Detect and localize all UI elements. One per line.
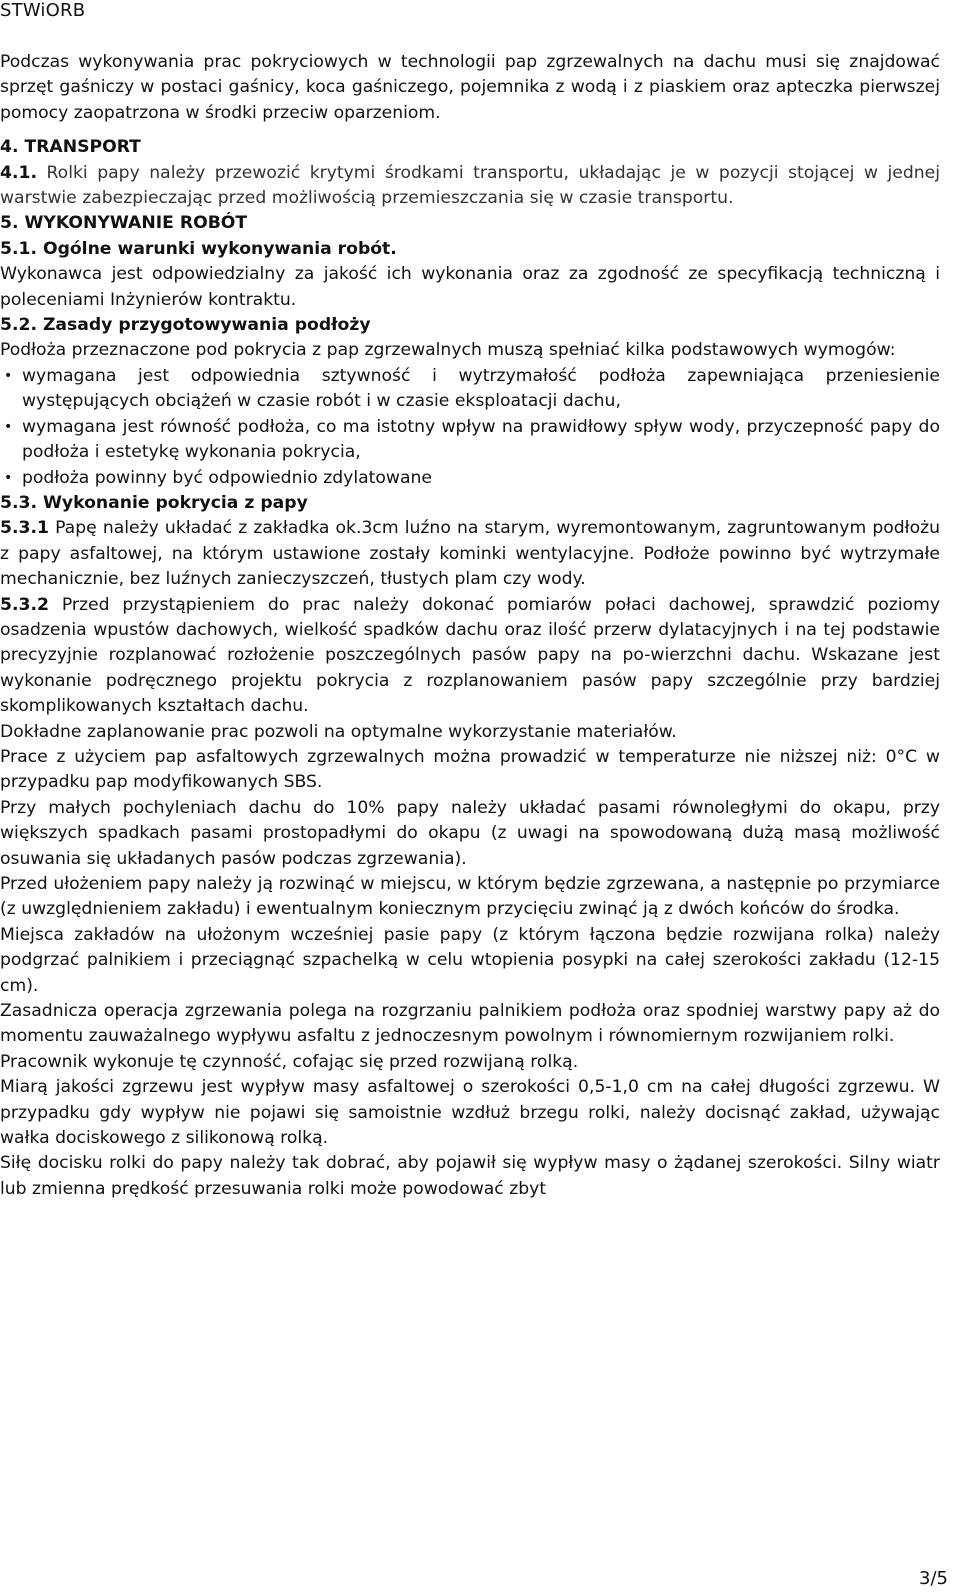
list-item (0, 415, 940, 466)
paragraph: Pracownik wykonuje tę czynność, cofając się przed rozwijaną rolką. (0, 1051, 579, 1072)
list-item-text: podłoża powinny być odpowiednio zdylatowane (22, 467, 432, 488)
paragraph: Przy małych pochyleniach dachu do 10% papy należy układać pasami równoległymi do okapu, przy większych spadkach pasami prostopadłymi do okapu (z uwagi na spowodowaną dużą masą możliwość osuwania się układanych pasów podczas zgrzewania). (0, 797, 940, 869)
section-5-3-2-number: 5.3.2 (0, 594, 49, 615)
bullet-icon: • (4, 469, 13, 486)
paragraph: Dokładne zaplanowanie prac pozwoli na optymalne wykorzystanie materiałów. (0, 721, 677, 742)
section-5-3-1-number: 5.3.1 (0, 518, 49, 539)
section-5-3-1-text: Papę należy układać z zakładka ok.3cm luźno na starym, wyremontowanym, zagruntowanym podłożu z papy asfaltowej, na którym ustawione zostały kominki wentylacyjne. Podłoże powinno być wytrzymałe mechanicznie, bez luźnych zanieczyszczeń, tłustych plam czy wody. (0, 518, 940, 590)
list-item (0, 466, 940, 491)
bullet-icon: • (4, 418, 13, 435)
list-item-text: wymagana jest odpowiednia sztywność i wytrzymałość podłoża zapewniająca przeniesienie występujących obciążeń w czasie robót i w czasie eksploatacji dachu, (22, 365, 940, 412)
list-item (0, 364, 940, 415)
section-4-1-number: 4.1. (0, 162, 37, 183)
page-number: 3/5 (919, 1568, 948, 1589)
paragraph: Zasadnicza operacja zgrzewania polega na rozgrzaniu palnikiem podłoża oraz spodniej warstwy papy aż do momentu zauważalnego wypływu asfaltu z jednoczesnym powolnym i równomiernym rozwijaniem rolki. (0, 1001, 940, 1047)
paragraph: Miarą jakości zgrzewu jest wypływ masy asfaltowej o szerokości 0,5-1,0 cm na całej długości zgrzewu. W przypadku gdy wypływ nie pojawi się samoistnie wzdłuż brzegu rolki, należy docisnąć zakład, używając wałka dociskowego z silikonową rolką. (0, 1077, 940, 1149)
section-5-2-heading: 5.2. Zasady przygotowywania podłoży (0, 315, 371, 336)
intro-paragraph: Podczas wykonywania prac pokryciowych w technologii pap zgrzewalnych na dachu musi się znajdować sprzęt gaśniczy w postaci gaśnicy, koca gaśniczego, pojemnika z wodą i z piaskiem oraz apteczka pierwszej pomocy zaopatrzona w środki przeciw oparzeniom. (0, 52, 940, 123)
section-5-3-2-paragraph (0, 593, 940, 720)
document-body (0, 50, 940, 1202)
section-4-heading: 4. TRANSPORT (0, 137, 141, 158)
paragraph: Miejsca zakładów na ułożonym wcześniej pasie papy (z którym łączona będzie rozwijana rolka) należy podgrzać palnikiem i przeciągnąć szpachelką w celu wtopienia posypki na całej szerokości zakładu (12-15 cm). (0, 924, 940, 996)
section-5-3-1-paragraph (0, 516, 940, 592)
section-5-3-2-text: Przed przystąpieniem do prac należy dokonać pomiarów połaci dachowej, sprawdzić poziomy osadzenia wpustów dachowych, wielkość spadków dachu oraz ilość przerw dylatacyjnych i na tej podstawie precyzyjnie rozplanować rozłożenie poszczególnych pasów papy na po-wierzchni dachu. Wskazane jest wykonanie podręcznego projektu pokrycia z rozplanowaniem pasów papy szczególnie przy bardziej skomplikowanych kształtach dachu. (0, 594, 940, 717)
section-4-1-paragraph (0, 161, 940, 212)
section-4-1-text: Rolki papy należy przewozić krytymi środkami transportu, układając je w pozycji stojącej w jednej warstwie zabezpieczając przed możliwością przemieszczania się w czasie transportu. (0, 162, 940, 209)
section-5-3-heading: 5.3. Wykonanie pokrycia z papy (0, 492, 308, 513)
section-5-1-text: Wykonawca jest odpowiedzialny za jakość ich wykonania oraz za zgodność ze specyfikacją techniczną i poleceniami Inżynierów kontraktu. (0, 264, 940, 310)
section-5-1-heading: 5.1. Ogólne warunki wykonywania robót. (0, 238, 397, 259)
section-5-2-intro: Podłoża przeznaczone pod pokrycia z pap zgrzewalnych muszą spełniać kilka podstawowych wymogów: (0, 340, 896, 361)
paragraph: Przed ułożeniem papy należy ją rozwinąć w miejscu, w którym będzie zgrzewana, a następnie po przymiarce (z uwzględnieniem zakładu) i ewentualnym koniecznym przycięciu zwinąć ją z dwóch końców do środka. (0, 874, 940, 920)
section-5-heading: 5. WYKONYWANIE ROBÓT (0, 213, 248, 234)
requirements-list (0, 364, 940, 491)
list-item-text: wymagana jest równość podłoża, co ma istotny wpływ na prawidłowy spływ wody, przyczepność papy do podłoża i estetykę wykonania pokrycia, (22, 416, 940, 463)
bullet-icon: • (4, 367, 13, 384)
paragraph: Siłę docisku rolki do papy należy tak dobrać, aby pojawił się wypływ masy o żądanej szerokości. Silny wiatr lub zmienna prędkość przesuwania rolki może powodować zbyt (0, 1153, 940, 1199)
document-header: STWiORB (0, 0, 86, 21)
paragraph: Prace z użyciem pap asfaltowych zgrzewalnych można prowadzić w temperaturze nie niższej niż: 0°C w przypadku pap modyfikowanych SBS. (0, 746, 940, 793)
